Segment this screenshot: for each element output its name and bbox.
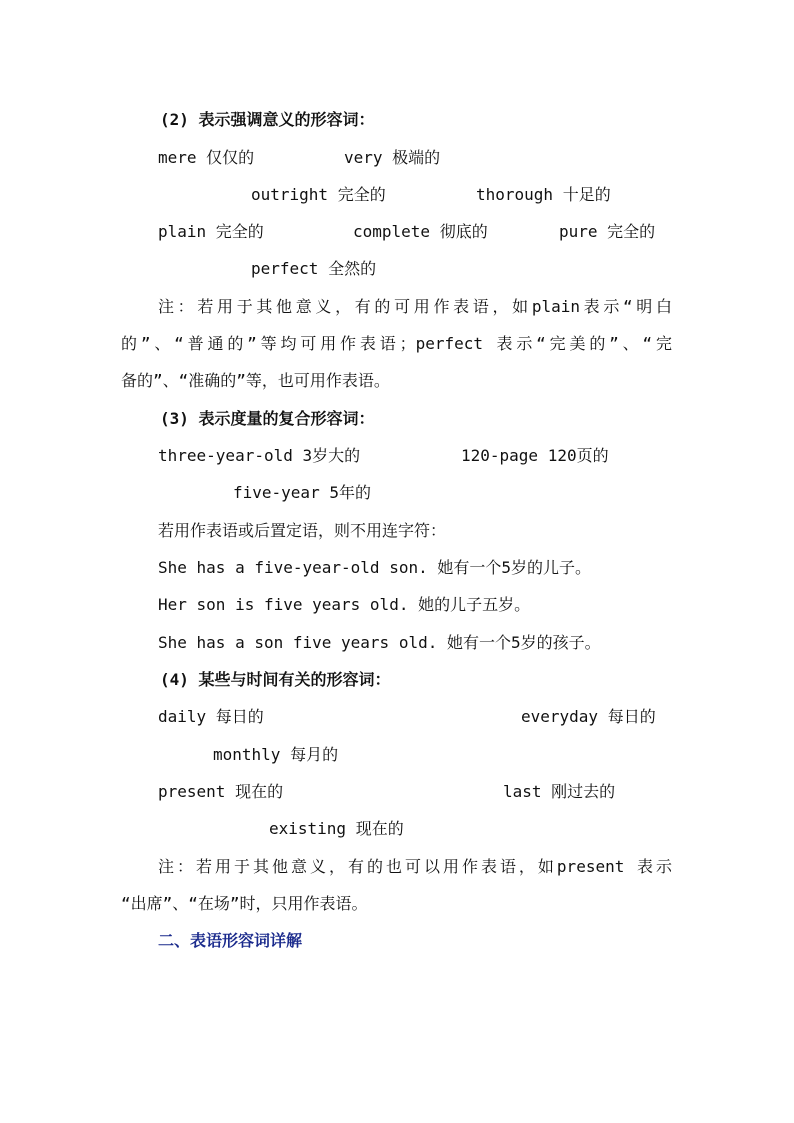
word-perfect: perfect 全然的 <box>251 259 377 278</box>
word-pure: pure 完全的 <box>559 222 656 241</box>
section2-note-line1: 注：若用于其他意义，有的可用作表语，如plain表示“明白 <box>158 297 672 316</box>
word-outright: outright 完全的 <box>251 185 386 204</box>
section2-heading: (2) 表示强调意义的形容词： <box>160 110 375 129</box>
example-3: She has a son five years old. 她有一个5岁的孩子。 <box>158 633 601 652</box>
word-last: last 刚过去的 <box>503 782 616 801</box>
word-existing: existing 现在的 <box>269 819 404 838</box>
word-120-page: 120-page 120页的 <box>461 446 609 465</box>
word-mere: mere 仅仅的 <box>158 148 255 167</box>
section4-heading: (4) 某些与时间有关的形容词： <box>160 670 391 689</box>
next-section-heading: 二、表语形容词详解 <box>158 931 303 950</box>
section3-note: 若用作表语或后置定语，则不用连字符： <box>158 521 447 540</box>
section2-note-line3: 备的”、“准确的”等，也可用作表语。 <box>121 371 390 390</box>
word-everyday: everyday 每日的 <box>521 707 656 726</box>
example-2: Her son is five years old. 她的儿子五岁。 <box>158 595 531 614</box>
word-plain: plain 完全的 <box>158 222 264 241</box>
section4-note-line1: 注：若用于其他意义，有的也可以用作表语，如present 表示 <box>158 857 672 876</box>
word-complete: complete 彻底的 <box>353 222 488 241</box>
word-five-year: five-year 5年的 <box>233 483 371 502</box>
section2-note-line2: 的”、“普通的”等均可用作表语；perfect 表示“完美的”、“完 <box>121 334 672 353</box>
word-present: present 现在的 <box>158 782 284 801</box>
word-three-year-old: three-year-old 3岁大的 <box>158 446 361 465</box>
word-very: very 极端的 <box>344 148 441 167</box>
word-daily: daily 每日的 <box>158 707 264 726</box>
word-thorough: thorough 十足的 <box>476 185 611 204</box>
section4-note-line2: “出席”、“在场”时，只用作表语。 <box>121 894 368 913</box>
example-1: She has a five-year-old son. 她有一个5岁的儿子。 <box>158 558 591 577</box>
word-monthly: monthly 每月的 <box>213 745 339 764</box>
section3-heading: (3) 表示度量的复合形容词： <box>160 409 375 428</box>
